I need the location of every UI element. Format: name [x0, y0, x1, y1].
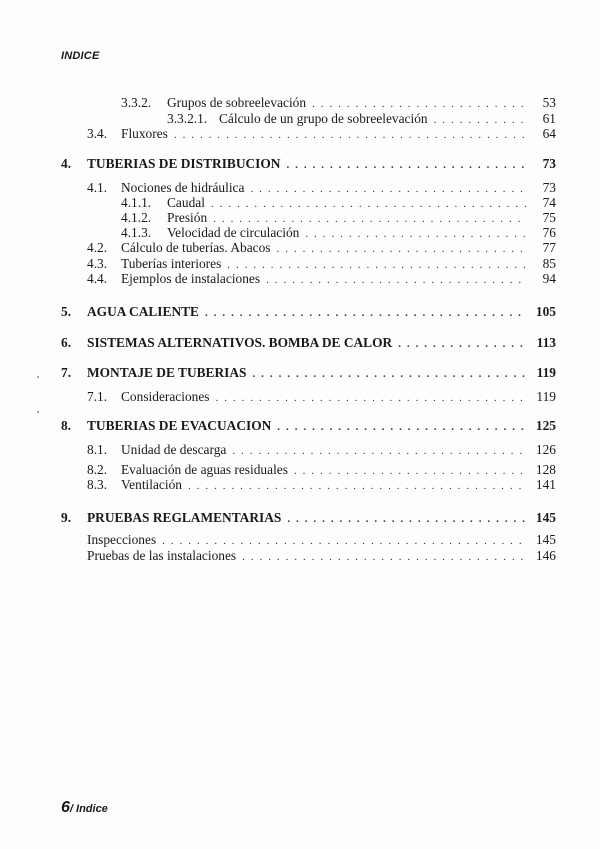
toc-entry-title: Evaluación de aguas residuales — [121, 462, 288, 477]
toc-entry-title: TUBERIAS DE DISTRIBUCION — [87, 156, 281, 171]
toc-entry — [61, 225, 556, 241]
toc-entry — [61, 195, 556, 211]
toc-entry-number: 3.3.2. — [121, 95, 152, 110]
toc-leader-dots — [188, 478, 526, 494]
toc-entry-number: 4.3. — [87, 256, 108, 271]
toc-entry-number: 8. — [61, 418, 72, 433]
toc-chapter-entry — [61, 365, 556, 381]
toc-chapter-entry — [61, 418, 556, 434]
toc-entry-number: 4.1.2. — [121, 210, 152, 225]
toc-entry — [61, 210, 556, 226]
toc-leader-dots — [216, 390, 526, 406]
toc-entry-page: 146 — [535, 548, 556, 563]
toc-entry-number: 8.3. — [87, 477, 108, 492]
folio-page-number: 6 — [61, 799, 70, 816]
toc-entry-title: Caudal — [167, 195, 205, 210]
toc-entry-page: 76 — [542, 225, 556, 240]
toc-entry-page: 75 — [542, 210, 556, 225]
toc-entry — [61, 442, 556, 458]
toc-entry-title: PRUEBAS REGLAMENTARIAS — [87, 510, 282, 525]
toc-entry — [61, 180, 556, 196]
toc-leader-dots — [312, 96, 526, 112]
toc-entry-page: 126 — [535, 442, 556, 457]
toc-entry-page: 105 — [535, 304, 556, 319]
toc-entry-page: 61 — [542, 111, 556, 126]
toc-entry-title: Nociones de hidráulica — [121, 180, 245, 195]
toc-entry-page: 128 — [535, 462, 556, 477]
toc-entry-number: 8.1. — [87, 442, 108, 457]
toc-entry — [61, 240, 556, 256]
toc-leader-dots — [398, 336, 526, 352]
toc-entry-number: 7. — [61, 365, 72, 380]
toc-entry-number: 4.4. — [87, 271, 108, 286]
toc-leader-dots — [266, 272, 526, 288]
toc-entry-page: 119 — [536, 389, 556, 404]
toc-entry-page: 145 — [535, 532, 556, 547]
toc-entry — [61, 477, 556, 493]
toc-entry-page: 94 — [542, 271, 556, 286]
toc-entry-title: Unidad de descarga — [121, 442, 227, 457]
page-folio — [61, 799, 108, 817]
toc-entry-page: 64 — [542, 126, 556, 141]
toc-leader-dots — [252, 366, 526, 382]
toc-leader-dots — [174, 127, 526, 143]
toc-entry — [61, 548, 556, 564]
toc-entry-title: Inspecciones — [87, 532, 157, 547]
toc-leader-dots — [286, 157, 526, 173]
toc-leader-dots — [205, 305, 526, 321]
toc-entry-number: 7.1. — [87, 389, 108, 404]
toc-entry-page: 113 — [536, 335, 556, 350]
toc-entry — [61, 532, 556, 548]
toc-leader-dots — [162, 533, 526, 549]
scan-speck — [37, 411, 39, 413]
toc-leader-dots — [242, 549, 526, 565]
toc-entry-number: 3.3.2.1. — [167, 111, 208, 126]
toc-entry-title: AGUA CALIENTE — [87, 304, 199, 319]
toc-chapter-entry — [61, 335, 556, 351]
toc-entry-page: 85 — [542, 256, 556, 271]
toc-entry-title: Velocidad de circulación — [167, 225, 300, 240]
toc-entry — [61, 389, 556, 405]
toc-leader-dots — [277, 419, 526, 435]
toc-entry — [61, 462, 556, 478]
toc-entry-title: Cálculo de tuberías. Abacos — [121, 240, 271, 255]
toc-entry-title: Grupos de sobreelevación — [167, 95, 307, 110]
toc-leader-dots — [232, 443, 526, 459]
toc-entry-title: MONTAJE DE TUBERIAS — [87, 365, 247, 380]
toc-entry-page: 73 — [542, 156, 556, 171]
running-head: INDICE — [61, 50, 100, 62]
toc-entry-number: 5. — [61, 304, 72, 319]
toc-entry-number: 4.1. — [87, 180, 108, 195]
toc-entry-title: SISTEMAS ALTERNATIVOS. BOMBA DE CALOR — [87, 335, 393, 350]
toc-entry-page: 77 — [542, 240, 556, 255]
toc-entry-page: 145 — [535, 510, 556, 525]
toc-entry-title: Ejemplos de instalaciones — [121, 271, 261, 286]
toc-entry-number: 4.1.3. — [121, 225, 152, 240]
toc-entry — [61, 256, 556, 272]
toc-entry-page: 73 — [542, 180, 556, 195]
toc-entry-page: 125 — [535, 418, 556, 433]
toc-entry-title: Tuberías interiores — [121, 256, 222, 271]
toc-entry — [61, 111, 556, 127]
toc-entry-title: Consideraciones — [121, 389, 210, 404]
toc-entry-number: 6. — [61, 335, 72, 350]
toc-chapter-entry — [61, 304, 556, 320]
toc-leader-dots — [277, 241, 527, 257]
toc-entry-title: Ventilación — [121, 477, 182, 492]
folio-label: / Indice — [69, 803, 108, 815]
toc-entry — [61, 95, 556, 111]
toc-entry-number: 3.4. — [87, 126, 108, 141]
toc-entry-page: 53 — [542, 95, 556, 110]
toc-entry-title: Presión — [167, 210, 208, 225]
scan-speck — [37, 376, 39, 378]
toc-leader-dots — [287, 511, 526, 527]
toc-entry-page: 119 — [536, 365, 556, 380]
toc-entry-number: 4. — [61, 156, 72, 171]
toc-entry-title: Cálculo de un grupo de sobreelevación — [219, 111, 428, 126]
toc-entry-number: 4.2. — [87, 240, 108, 255]
toc-chapter-entry — [61, 510, 556, 526]
toc-entry — [61, 126, 556, 142]
toc-chapter-entry — [61, 156, 556, 172]
toc-entry-page: 141 — [535, 477, 556, 492]
toc-entry — [61, 271, 556, 287]
toc-entry-title: Fluxores — [121, 126, 168, 141]
toc-entry-number: 8.2. — [87, 462, 108, 477]
toc-entry-number: 9. — [61, 510, 72, 525]
toc-entry-number: 4.1.1. — [121, 195, 152, 210]
toc-entry-title: Pruebas de las instalaciones — [87, 548, 237, 563]
toc-entry-page: 74 — [542, 195, 556, 210]
toc-entry-title: TUBERIAS DE EVACUACION — [87, 418, 272, 433]
